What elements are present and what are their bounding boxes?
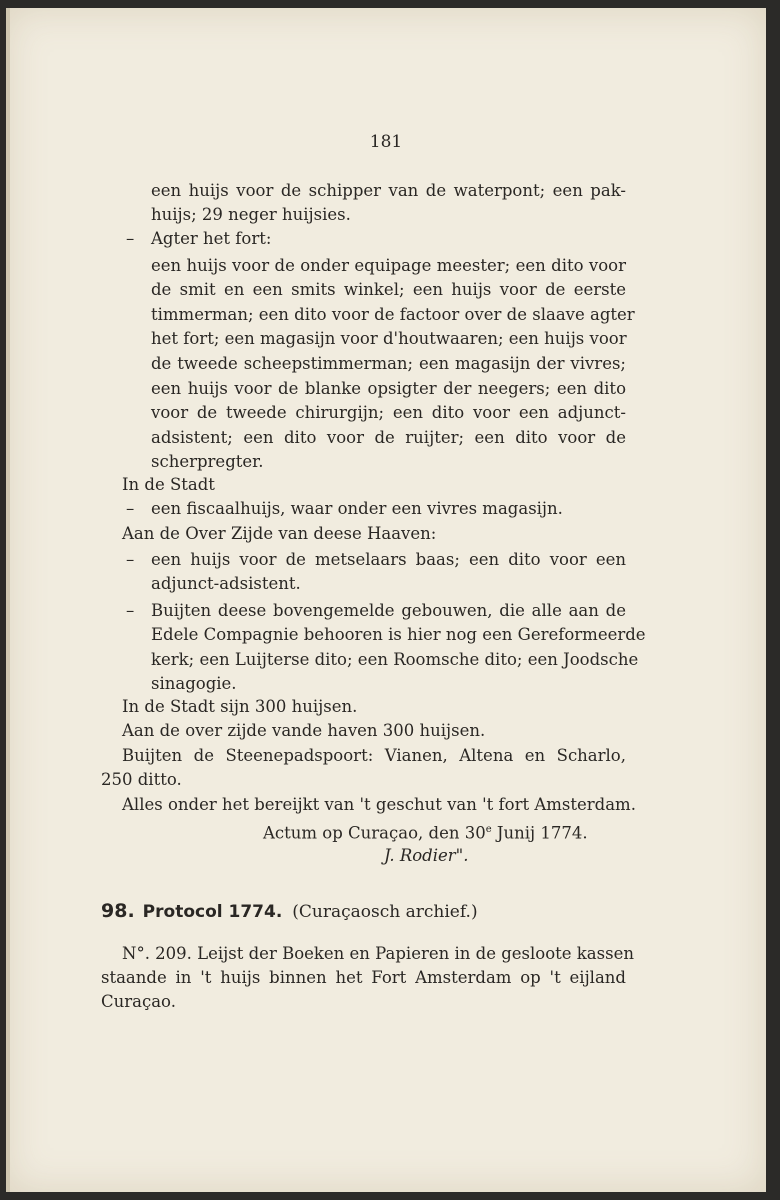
- text-line: Curaçao.: [101, 992, 176, 1011]
- section-title: Protocol 1774.: [142, 902, 283, 922]
- text-line: de smit en een smits winkel; een huijs voor de eerste: [151, 280, 626, 299]
- page-text: [6, 8, 766, 1192]
- actum-text: Actum op Curaçao, den 30: [263, 823, 486, 843]
- dash-marker: –: [126, 601, 135, 620]
- text-line: voor de tweede chirurgijn; een dito voor een adjunct-: [151, 403, 626, 422]
- text-line: kerk; een Luijterse dito; een Roomsche dito; een Joodsche: [151, 650, 639, 669]
- text-line: een huijs voor de schipper van de waterpont; een pak-: [151, 181, 626, 200]
- actum-line: [263, 818, 588, 846]
- text-line: adjunct-adsistent.: [151, 574, 301, 593]
- text-line: het fort; een magasijn voor d'houtwaaren; een huijs voor: [151, 329, 627, 348]
- page-number: 181: [369, 132, 403, 152]
- text-line: Agter het fort:: [151, 229, 272, 248]
- text-line: timmerman; een dito voor de factoor over de slaave agter: [151, 305, 635, 324]
- dash-marker: –: [126, 499, 135, 518]
- book-page: [6, 8, 766, 1192]
- text-line: In de Stadt sijn 300 huijsen.: [122, 697, 358, 716]
- text-line: Aan de Over Zijde van deese Haaven:: [122, 524, 437, 543]
- text-line: huijs; 29 neger huijsies.: [151, 205, 351, 224]
- text-line: 250 ditto.: [101, 770, 182, 789]
- text-line: Edele Compagnie behooren is hier nog een Gereformeerde: [151, 625, 646, 644]
- section-source: (Curaçaosch archief.): [292, 902, 478, 922]
- text-line: een huijs voor de blanke opsigter der neegers; een dito: [151, 379, 626, 398]
- actum-end: Junij 1774.: [491, 823, 588, 843]
- text-line: adsistent; een dito voor de ruijter; een dito voor de: [151, 428, 626, 447]
- section-number: 98.: [101, 900, 135, 922]
- text-line: een fiscaalhuijs, waar onder een vivres magasijn.: [151, 499, 563, 518]
- text-line: Buijten de Steenepadspoort: Vianen, Altena en Scharlo,: [122, 746, 626, 765]
- text-line: scherpregter.: [151, 452, 264, 471]
- text-line: een huijs voor de onder equipage meester; een dito voor: [151, 256, 626, 275]
- text-line: In de Stadt: [122, 475, 215, 494]
- section-heading: [101, 900, 621, 922]
- dash-marker: –: [126, 229, 135, 248]
- text-line: N°. 209. Leijst der Boeken en Papieren in de gesloote kassen: [122, 944, 634, 963]
- actum-superscript: e: [485, 824, 492, 835]
- text-line: een huijs voor de metselaars baas; een dito voor een: [151, 550, 626, 569]
- dash-marker: –: [126, 550, 135, 569]
- text-line: de tweede scheepstimmerman; een magasijn der vivres;: [151, 354, 626, 373]
- text-line: Aan de over zijde vande haven 300 huijsen.: [122, 721, 486, 740]
- signature-name: J. Rodier".: [384, 846, 469, 865]
- text-line: Buijten deese bovengemelde gebouwen, die alle aan de: [151, 601, 626, 620]
- text-line: Alles onder het bereijkt van 't geschut van 't fort Amsterdam.: [122, 795, 636, 814]
- text-line: sinagogie.: [151, 674, 237, 693]
- text-line: staande in 't huijs binnen het Fort Amsterdam op 't eijland: [101, 968, 626, 987]
